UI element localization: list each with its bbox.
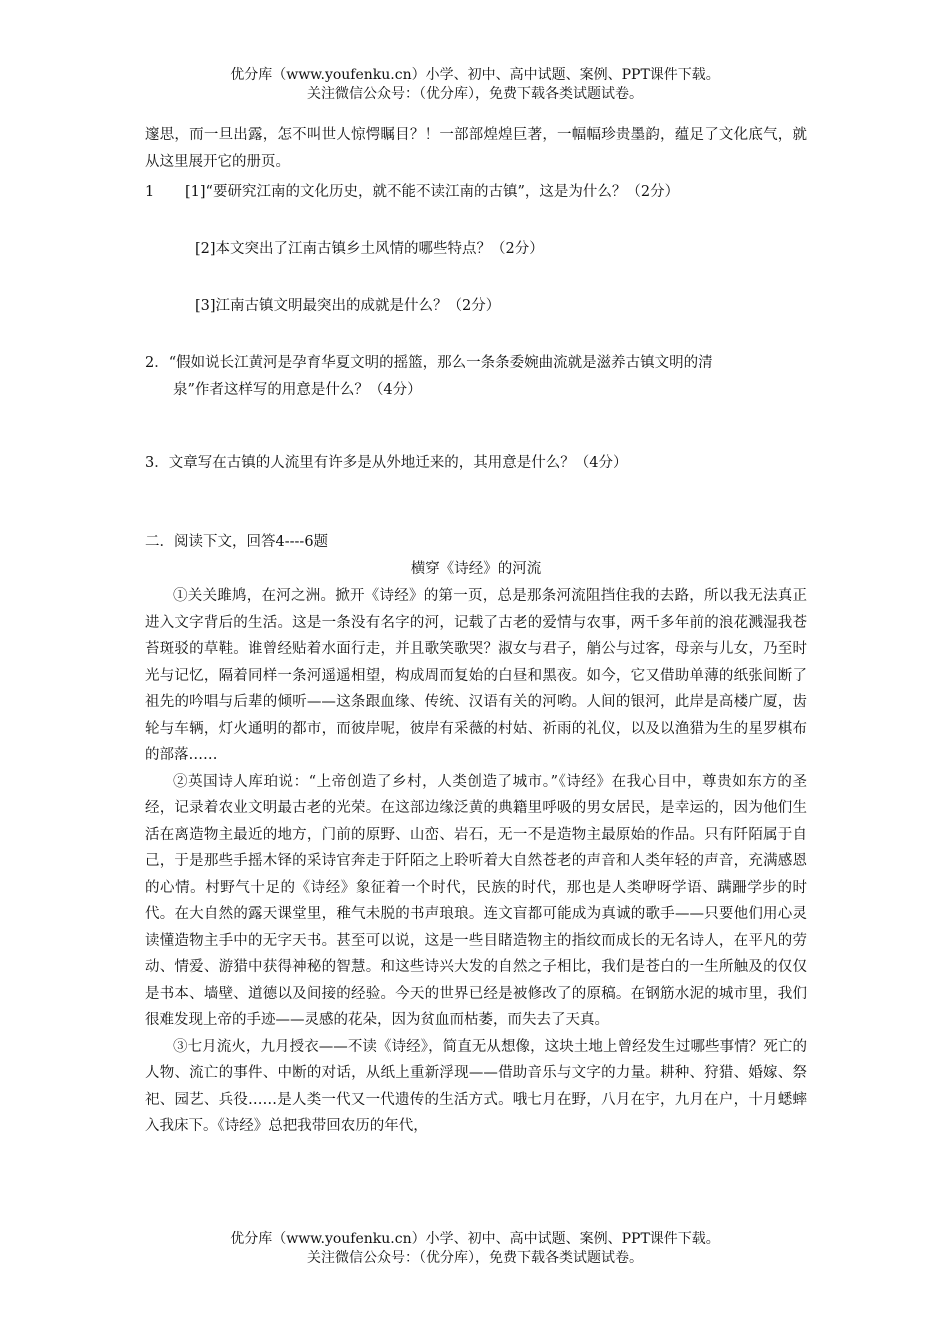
question-1-3: [3]江南古镇文明最突出的成就是什么？（2分）: [195, 298, 501, 314]
header-line-2: 关注微信公众号：（优分库），免费下载各类试题试卷。: [307, 86, 643, 102]
article-paragraph-3: ③七月流火，九月授衣——不读《诗经》，简直无从想像，这块土地上曾经发生过哪些事情？死亡的人物、流亡的事件、中断的对话，从纸上重新浮现——借助音乐与文字的力量。耕种、狩猎、婚嫁、祭祀、园艺、兵役……是人类一代又一代遗传的生活方式。哦七月在野，八月在宇，九月在户，十月蟋蟀入我床下。《诗经》总把我带回农历的年代，: [145, 1038, 807, 1134]
intro-text: 邃思，而一旦出露，怎不叫世人惊愕瞩目？！一部部煌煌巨著，一幅幅珍贵墨韵，蕴足了文化底气，就从这里展开它的册页。: [145, 127, 807, 170]
page-header: [0, 66, 950, 104]
article-title: 横穿《诗经》的河流: [410, 561, 542, 577]
footer-line-1: 优分库（www.youfenku.cn）小学、初中、高中试题、案例、PPT课件下载。: [230, 1231, 720, 1247]
footer-line-2: 关注微信公众号：（优分库），免费下载各类试题试卷。: [307, 1250, 643, 1266]
header-line-1: 优分库（www.youfenku.cn）小学、初中、高中试题、案例、PPT课件下载。: [230, 67, 720, 83]
question-2-line-1: 2．“假如说长江黄河是孕育华夏文明的摇篮，那么一条条委婉曲流就是滋养古镇文明的清: [145, 355, 713, 371]
question-2: [145, 350, 807, 404]
article-paragraph-1: ①关关雎鸠，在河之洲。掀开《诗经》的第一页，总是那条河流阻挡住我的去路，所以我无法真正进入文字背后的生活。这是一条没有名字的河，记载了古老的爱情与农事，两千多年前的浪花溅湿我苍苔斑驳的草鞋。谁曾经贴着水面行走，并且歌笑歌哭？淑女与君子，艄公与过客，母亲与儿女，乃至时光与记忆，隔着同样一条河遥遥相望，构成周而复始的白昼和黑夜。如今，它又借助单薄的纸张间断了祖先的吟唱与后辈的倾听——这条跟血缘、传统、汉语有关的河哟。人间的银河，此岸是高楼广厦，齿轮与车辆，灯火通明的都市，而彼岸呢，彼岸有采薇的村姑、祈雨的礼仪，以及以渔猎为生的星罗棋布的部落……: [145, 588, 807, 763]
question-2-line-2: 泉”作者这样写的用意是什么？（4分）: [173, 382, 422, 398]
page-content: [145, 122, 807, 1140]
page-footer: [0, 1230, 950, 1268]
question-3: 3．文章写在古镇的人流里有许多是从外地迁来的，其用意是什么？（4分）: [145, 455, 628, 471]
question-1-1: [145, 179, 807, 206]
section-2-heading: 二．阅读下文，回答4----6题: [145, 534, 329, 550]
article-paragraph-2: ②英国诗人库珀说：“上帝创造了乡村，人类创造了城市。”《诗经》在我心目中，尊贵如东方的圣经，记录着农业文明最古老的光荣。在这部边缘泛黄的典籍里呼吸的男女居民，是幸运的，因为他们生活在离造物主最近的地方，门前的原野、山峦、岩石，无一不是造物主最原始的作品。只有阡陌属于自己，于是那些手摇木铎的采诗官奔走于阡陌之上聆听着大自然苍老的声音和人类年轻的声音，充满感恩的心情。村野气十足的《诗经》象征着一个时代，民族的时代，那也是人类咿呀学语、蹒跚学步的时代。在大自然的露天课堂里，稚气未脱的书声琅琅。连文盲都可能成为真诚的歌手——只要他们用心灵读懂造物主手中的无字天书。甚至可以说，这是一些目睹造物主的指纹而成长的无名诗人，在平凡的劳动、情爱、游猎中获得神秘的智慧。和这些诗兴大发的自然之子相比，我们是苍白的一生所触及的仅仅是书本、墙壁、道德以及间接的经验。今天的世界已经是被修改了的原稿。在钢筋水泥的城市里，我们很难发现上帝的手迹——灵感的花朵，因为贫血而枯萎，而失去了天真。: [145, 773, 807, 1028]
question-1-1-text: [1]“要研究江南的文化历史，就不能不读江南的古镇”，这是为什么？（2分）: [185, 184, 680, 200]
question-1-2: [2]本文突出了江南古镇乡土风情的哪些特点？（2分）: [195, 241, 544, 257]
question-1-number: 1: [145, 184, 155, 200]
